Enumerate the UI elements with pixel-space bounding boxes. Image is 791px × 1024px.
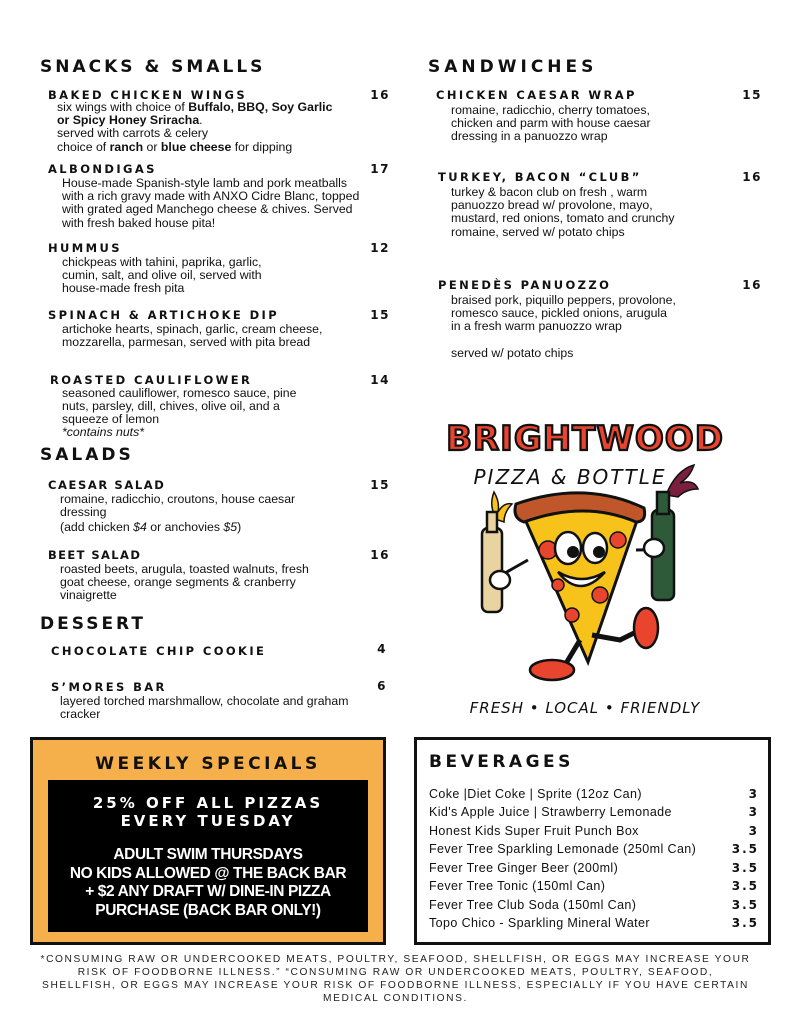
item-name-caesar-wrap: CHICKEN CAESAR WRAP — [436, 88, 637, 102]
beverage-row: Honest Kids Super Fruit Punch Box 3 — [429, 824, 759, 838]
weekly-specials-title: WEEKLY SPECIALS — [95, 754, 321, 774]
item-name-smores: S’MORES BAR — [51, 680, 167, 694]
item-name-club: TURKEY, BACON “CLUB” — [438, 170, 642, 184]
item-price-beet-salad: 16 — [370, 548, 390, 562]
item-name-hummus: HUMMUS — [48, 241, 122, 255]
item-desc-beet-salad: roasted beets, arugula, toasted walnuts, fresh goat cheese, orange segments & cranberry vinaigrette — [60, 562, 309, 603]
tuesday-special: 25% OFF ALL PIZZAS EVERY TUESDAY — [92, 794, 324, 830]
beverage-row: Fever Tree Tonic (150ml Can) 3.5 — [429, 879, 759, 893]
item-desc-penedes: braised pork, piquillo peppers, provolone, romesco sauce, pickled onions, arugula in a fresh warm panuozzo wrap — [451, 293, 676, 334]
item-price-caesar-wrap: 15 — [742, 88, 762, 102]
item-desc-albondigas: House-made Spanish-style lamb and pork meatballs with a rich gravy made with ANXO Cidre Blanc, topped with grated aged Manchego cheese & chives. Served with fresh baked house pita! — [62, 176, 360, 230]
item-name-spinach-dip: SPINACH & ARTICHOKE DIP — [48, 308, 280, 322]
item-desc-hummus: chickpeas with tahini, paprika, garlic, cumin, salt, and olive oil, served with house-made fresh pita — [62, 255, 262, 296]
item-price-penedes: 16 — [742, 278, 762, 292]
beverages-heading: BEVERAGES — [429, 752, 574, 772]
item-price-club: 16 — [742, 170, 762, 184]
weekly-specials-box — [30, 737, 386, 945]
item-price-spinach-dip: 15 — [370, 308, 390, 322]
item-name-albondigas: ALBONDIGAS — [48, 162, 157, 176]
food-safety-disclaimer: *CONSUMING RAW OR UNDERCOOKED MEATS, POULTRY, SEAFOOD, SHELLFISH, OR EGGS MAY INCREASE YOUR RISK OF FOODBORNE ILLNESS.” “CONSUMING RAW OR UNDERCOOKED MEATS, POULTRY, SEAFOOD, SHELLFISH, OR EGGS MAY INCREASE YOUR RISK OF FOODBORNE ILLNESS, ESPECIALLY IF YOU HAVE CERTAIN MEDICAL CONDITIONS. — [40, 954, 751, 1004]
item-price-hummus: 12 — [370, 241, 390, 255]
item-name-cookie: CHOCOLATE CHIP COOKIE — [51, 644, 267, 658]
salads-heading: SALADS — [40, 445, 134, 465]
logo-illustration — [440, 400, 730, 720]
item-price-wings: 16 — [370, 88, 390, 102]
beverage-row: Kid's Apple Juice | Strawberry Lemonade 3 — [429, 805, 759, 819]
item-desc-caesar-wrap: romaine, radicchio, cherry tomatoes, chicken and parm with house caesar dressing in a panuozzo wrap — [451, 103, 651, 144]
beverage-row: Fever Tree Sparkling Lemonade (250ml Can) 3.5 — [429, 842, 759, 856]
logo-tagline: FRESH • LOCAL • FRIENDLY — [469, 699, 701, 717]
logo-brand: BRIGHTWOOD — [446, 419, 724, 459]
item-name-beet-salad: BEET SALAD — [48, 548, 142, 562]
item-desc-spinach-dip: artichoke hearts, spinach, garlic, cream cheese, mozzarella, parmesan, served with pita bread — [62, 322, 323, 350]
item-price-smores: 6 — [377, 679, 387, 693]
weekly-specials-panel — [48, 780, 368, 932]
item-price-cauliflower: 14 — [370, 373, 390, 387]
sandwiches-heading: SANDWICHES — [428, 57, 598, 77]
beverages-box — [414, 737, 771, 945]
item-name-wings: BAKED CHICKEN WINGS — [48, 88, 248, 102]
logo-sub: PIZZA & BOTTLE — [473, 465, 667, 489]
item-desc-cauliflower: seasoned cauliflower, romesco sauce, pine nuts, parsley, dill, chives, olive oil, and a squeeze of lemon — [62, 386, 297, 427]
beverage-row: Fever Tree Ginger Beer (200ml) 3.5 — [429, 861, 759, 875]
item-desc-smores: layered torched marshmallow, chocolate and graham cracker — [60, 694, 349, 722]
brand-logo — [440, 400, 730, 720]
item-desc2-penedes: served w/ potato chips — [451, 346, 574, 360]
dessert-heading: DESSERT — [40, 614, 146, 634]
item-price-albondigas: 17 — [370, 162, 390, 176]
beverage-row: Coke |Diet Coke | Sprite (12oz Can) 3 — [429, 787, 759, 801]
thursday-special: ADULT SWIM THURSDAYS NO KIDS ALLOWED @ THE BACK BAR + $2 ANY DRAFT W/ DINE-IN PIZZA PURCHASE (BACK BAR ONLY!) — [69, 846, 347, 919]
item-note-cauliflower: *contains nuts* — [62, 425, 145, 439]
item-desc-wings: six wings with choice of Buffalo, BBQ, Soy Garlic or Spicy Honey Sriracha. served with carrots & celery choice of ranch or blue cheese for dipping — [57, 100, 333, 154]
beverage-row: Topo Chico - Sparkling Mineral Water 3.5 — [429, 916, 759, 930]
item-name-caesar-salad: CAESAR SALAD — [48, 478, 166, 492]
item-price-caesar-salad: 15 — [370, 478, 390, 492]
item-desc-caesar-salad: romaine, radicchio, croutons, house caesar dressing — [60, 492, 296, 520]
snacks-heading: SNACKS & SMALLS — [40, 57, 266, 77]
item-desc-club: turkey & bacon club on fresh , warm panuozzo bread w/ provolone, mayo, mustard, red onions, tomato and crunchy romaine, served w/ potato chips — [451, 185, 675, 239]
item-addon-caesar-salad: (add chicken $4 or anchovies $5) — [60, 520, 242, 534]
item-name-cauliflower: ROASTED CAULIFLOWER — [50, 373, 253, 387]
item-name-penedes: PENEDÈS PANUOZZO — [438, 278, 612, 292]
item-price-cookie: 4 — [377, 642, 387, 656]
beverage-row: Fever Tree Club Soda (150ml Can) 3.5 — [429, 898, 759, 912]
